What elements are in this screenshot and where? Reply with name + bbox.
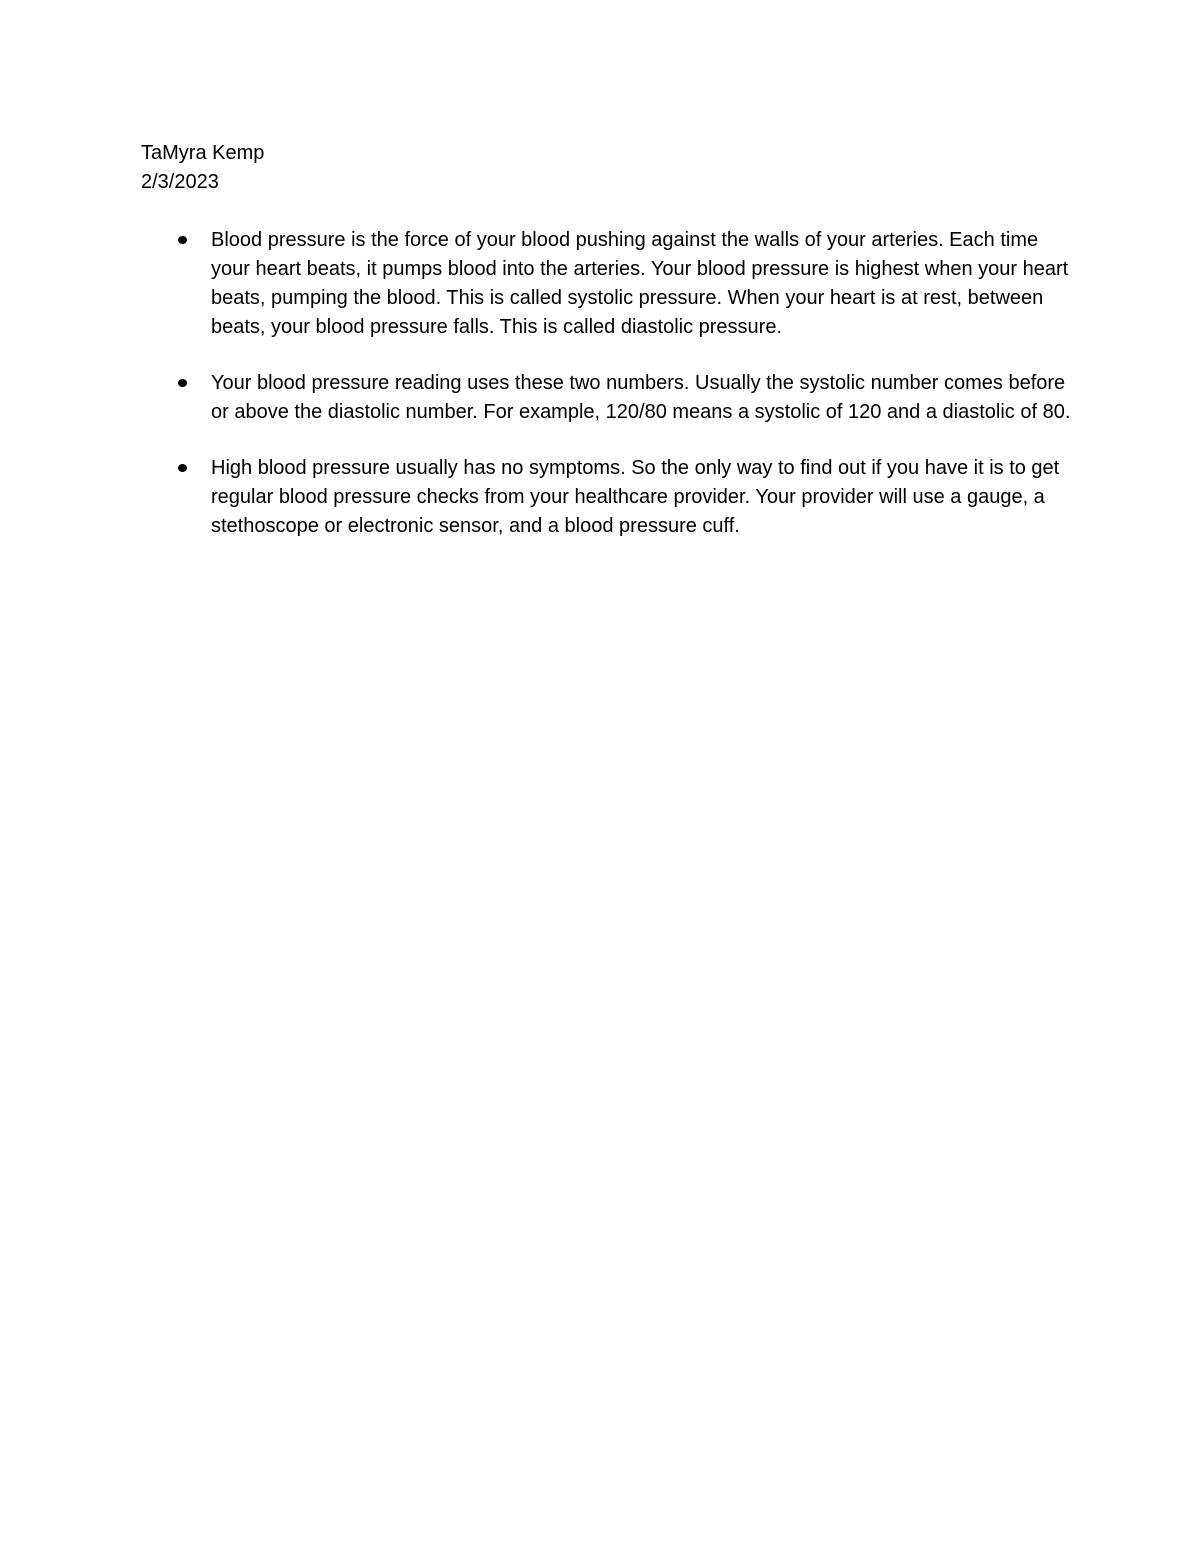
bullet-dot-icon <box>178 236 187 244</box>
bullet-list <box>141 226 1071 541</box>
document-body <box>141 139 1071 568</box>
bullet-text: Blood pressure is the force of your blood pushing against the walls of your arteries. Each time your heart beats, it pumps blood into the arteries. Your blood pressure is highest when your heart beats, pumping the blood. This is called systolic pressure. When your heart is at rest, between beats, your blood pressure falls. This is called diastolic pressure. <box>211 229 1069 338</box>
list-item <box>141 226 1071 342</box>
bullet-text: High blood pressure usually has no symptoms. So the only way to find out if you have it is to get regular blood pressure checks from your healthcare provider. Your provider will use a gauge, a stethoscope or electronic sensor, and a blood pressure cuff. <box>211 457 1060 537</box>
bullet-text: Your blood pressure reading uses these two numbers. Usually the systolic number comes before or above the diastolic number. For example, 120/80 means a systolic of 120 and a diastolic of 80. <box>211 372 1071 423</box>
bullet-dot-icon <box>178 379 187 387</box>
bullet-dot-icon <box>178 464 187 472</box>
list-item <box>141 369 1071 427</box>
document-date: 2/3/2023 <box>141 171 219 193</box>
list-item <box>141 454 1071 541</box>
author-name: TaMyra Kemp <box>141 142 265 164</box>
